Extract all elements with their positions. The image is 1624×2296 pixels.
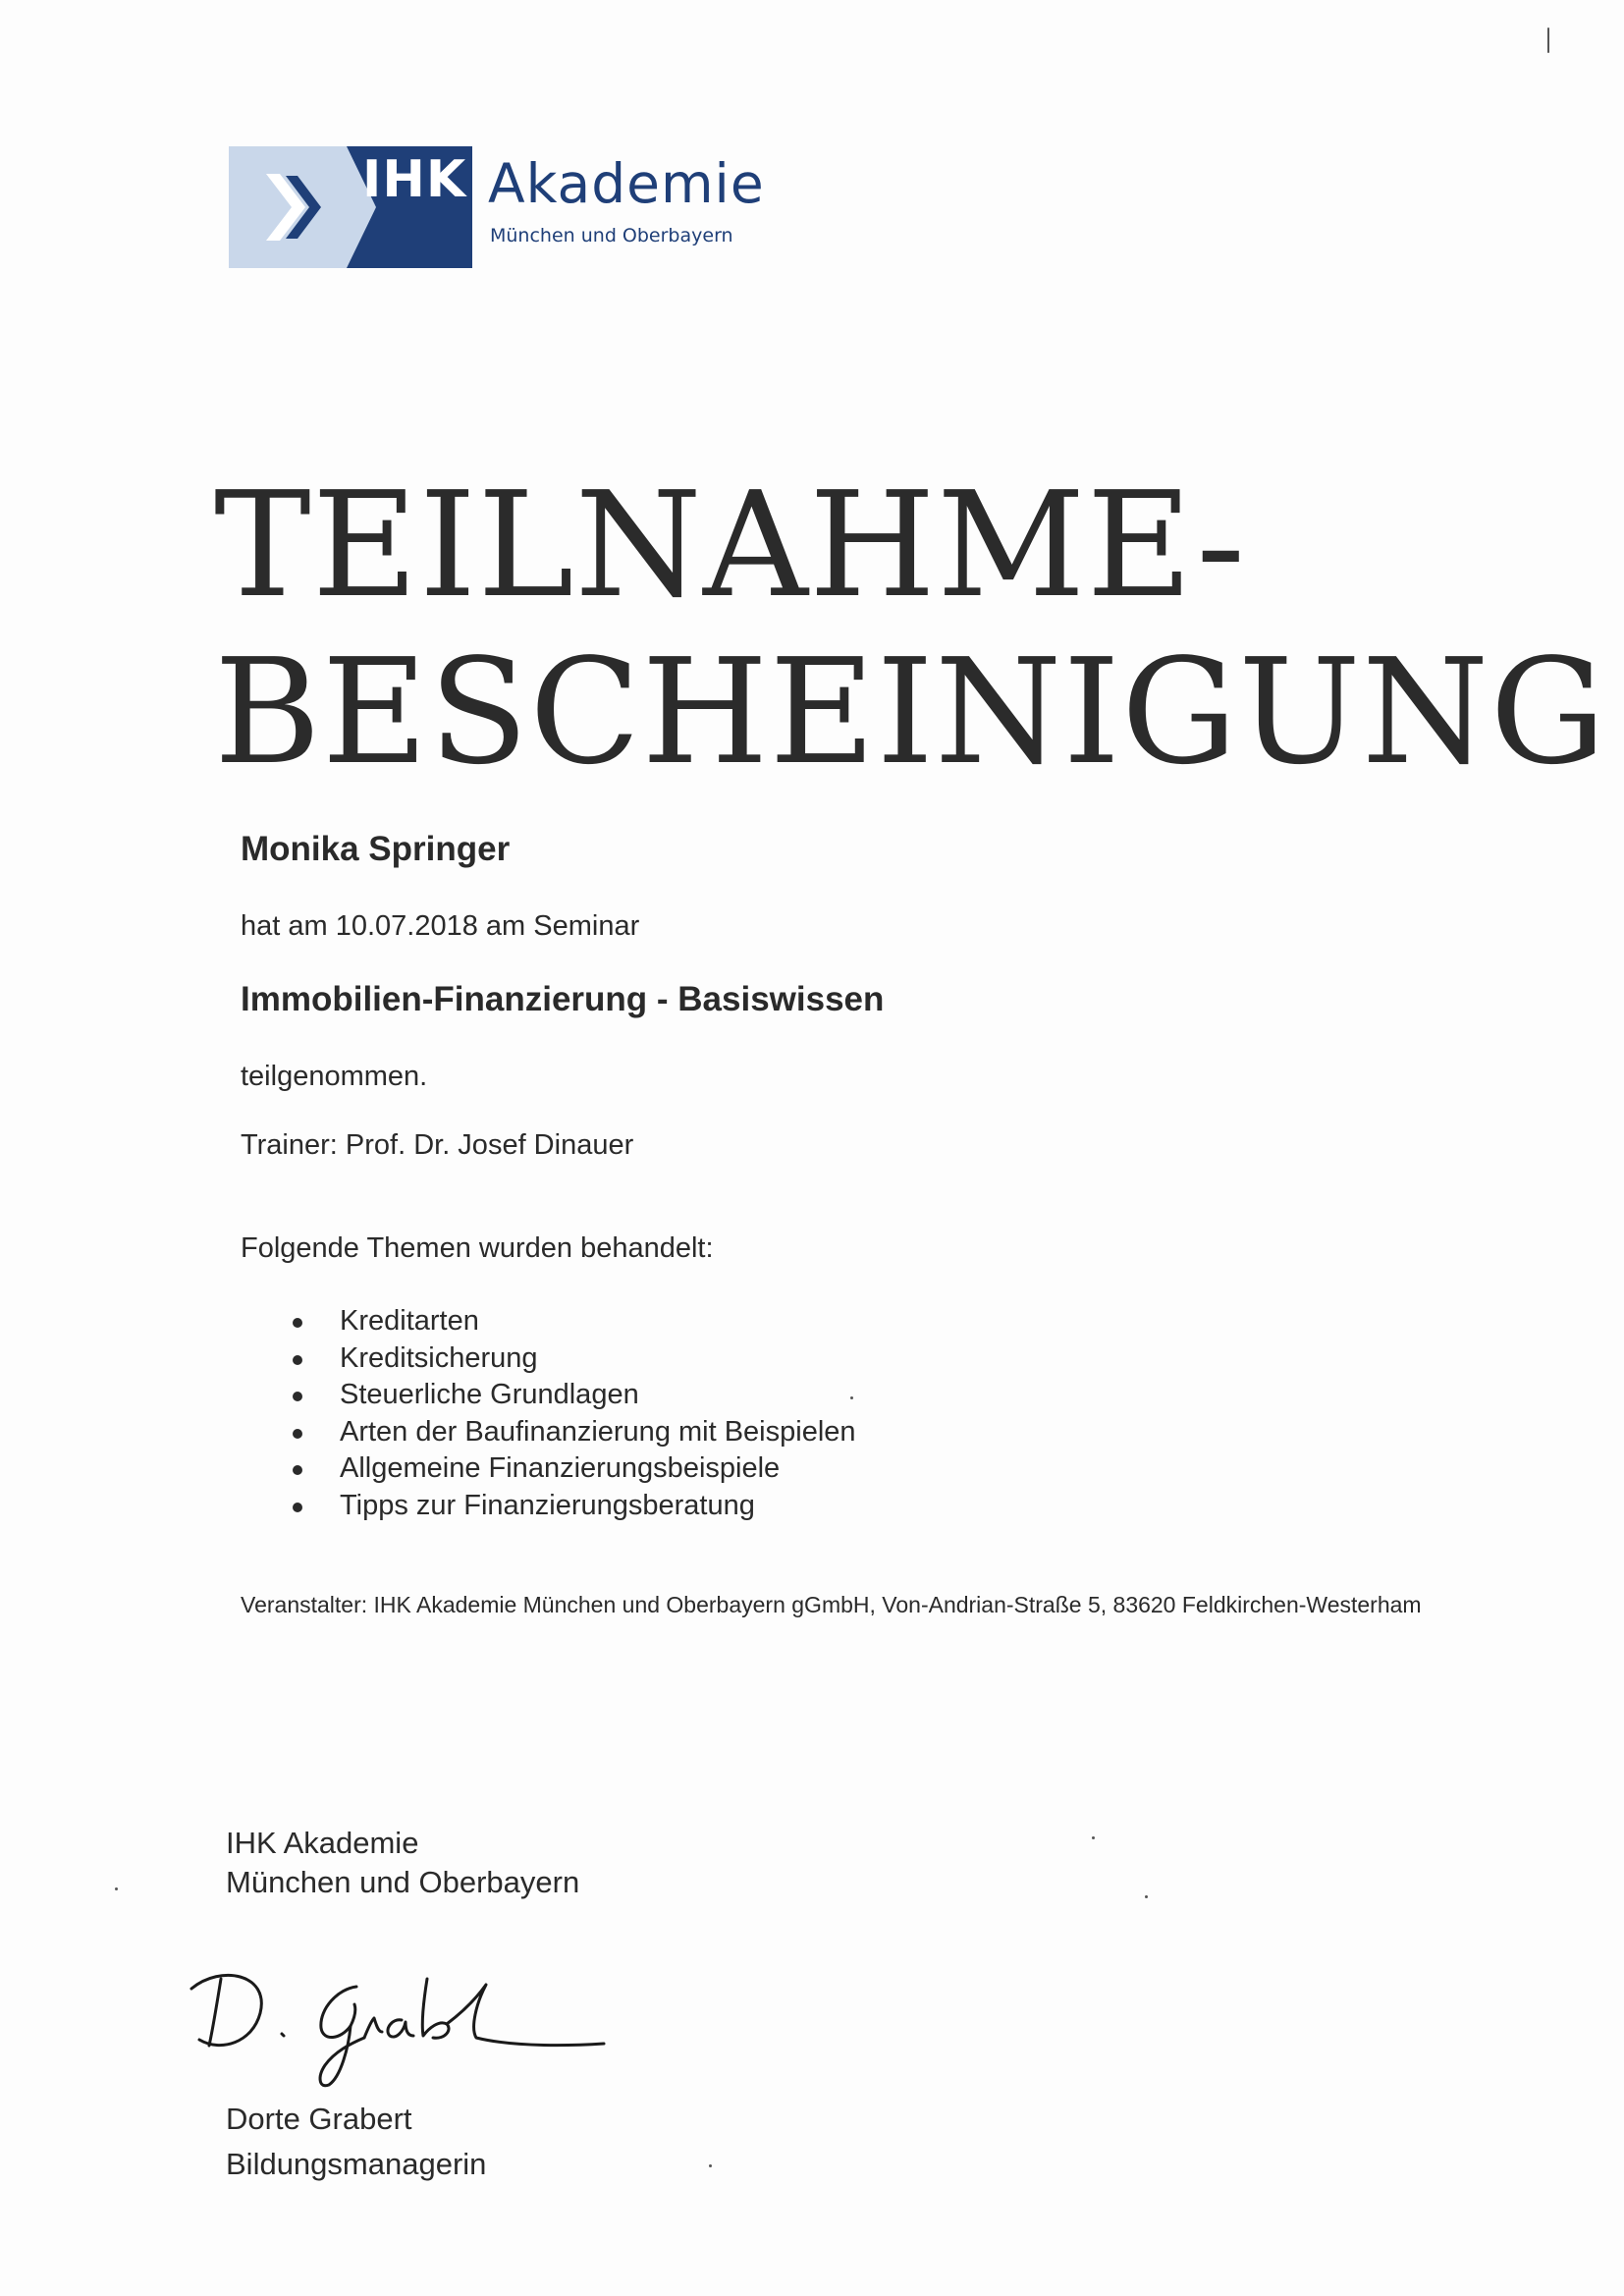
ihk-akademie-logo <box>229 146 765 268</box>
bullet-icon <box>293 1429 302 1439</box>
bullet-icon <box>293 1392 302 1401</box>
handwritten-signature <box>182 1949 614 2092</box>
topics-intro: Folgende Themen wurden behandelt: <box>241 1232 714 1264</box>
topic-label: Steuerliche Grundlagen <box>340 1379 639 1410</box>
participant-name: Monika Springer <box>241 830 511 868</box>
signer-name: Dorte Grabert <box>226 2102 412 2136</box>
title-line-1: TEILNAHME- <box>214 461 1247 629</box>
date-line: hat am 10.07.2018 am Seminar <box>241 910 640 942</box>
scan-speck <box>1092 1836 1095 1839</box>
scan-speck <box>850 1396 853 1399</box>
seminar-title: Immobilien-Finanzierung - Basiswissen <box>241 980 885 1018</box>
certificate-title <box>214 462 1607 795</box>
scan-speck <box>709 2164 712 2167</box>
bullet-icon <box>293 1465 302 1475</box>
topic-label: Tipps zur Finanzierungsberatung <box>340 1489 755 1521</box>
bullet-icon <box>293 1503 302 1512</box>
topics-list <box>291 1303 856 1524</box>
logo-ihk-text: IHK <box>362 150 467 209</box>
signer-role: Bildungsmanagerin <box>226 2147 487 2181</box>
institution-line-2: München und Oberbayern <box>226 1865 580 1899</box>
topic-label: Kreditarten <box>340 1305 479 1337</box>
topic-label: Allgemeine Finanzierungsbeispiele <box>340 1452 781 1484</box>
scan-speck <box>115 1887 118 1890</box>
participated-text: teilgenommen. <box>241 1061 428 1092</box>
scan-speck <box>1145 1895 1148 1898</box>
topic-item <box>291 1377 856 1414</box>
title-line-2: BESCHEINIGUNG <box>214 628 1607 796</box>
bullet-icon <box>293 1355 302 1365</box>
topic-item <box>291 1340 856 1378</box>
logo-akademie-text: Akademie <box>488 152 765 215</box>
topic-item <box>291 1303 856 1340</box>
bullet-icon <box>293 1318 302 1328</box>
scan-speck <box>1547 27 1549 53</box>
topic-item <box>291 1450 856 1488</box>
institution-line-1: IHK Akademie <box>226 1826 419 1860</box>
organizer-info: Veranstalter: IHK Akademie München und Oberbayern gGmbH, Von-Andrian-Straße 5, 83620 Feldkirchen-Westerham <box>241 1592 1422 1617</box>
topic-label: Kreditsicherung <box>340 1341 538 1374</box>
topic-item <box>291 1488 856 1525</box>
trainer-line: Trainer: Prof. Dr. Josef Dinauer <box>241 1129 634 1161</box>
topic-item <box>291 1414 856 1451</box>
topic-label: Arten der Baufinanzierung mit Beispielen <box>340 1415 856 1448</box>
logo-subtitle: München und Oberbayern <box>490 225 733 246</box>
